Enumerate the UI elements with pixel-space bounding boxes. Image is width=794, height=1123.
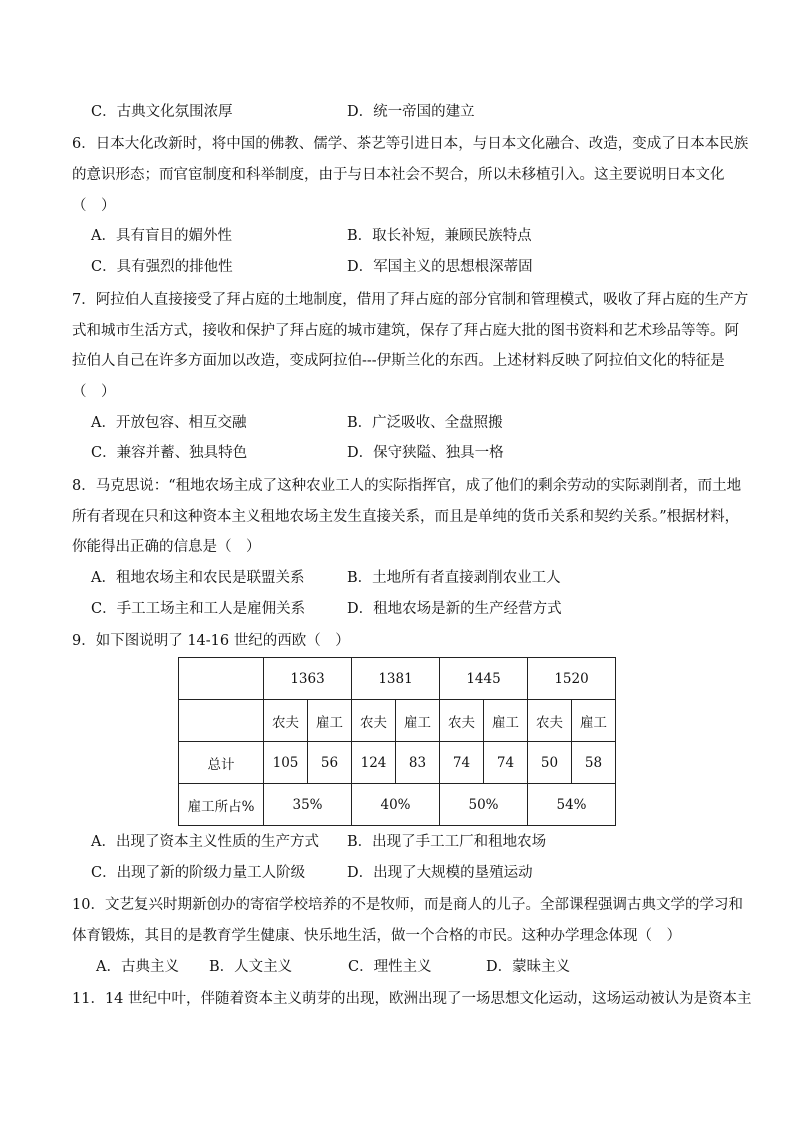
q7-answer-blank: （ ） [72,384,116,400]
q6-stem-line: 6．日本大化改新时，将中国的佛教、儒学、茶艺等引进日本，与日本文化融合、改造，变成了日本本民族 [72,136,749,152]
total-cell: 124 [352,742,396,784]
table-row [179,742,616,784]
table-corner-cell [179,658,264,700]
sub-header-farmer: 农夫 [528,700,572,742]
sub-header-laborer: 雇工 [396,700,440,742]
sub-header-laborer: 雇工 [308,700,352,742]
q6-answer-blank: （ ） [72,198,116,214]
q6-option-a: A．具有盲目的媚外性 [91,228,232,244]
table-row [179,700,616,742]
total-cell: 74 [484,742,528,784]
q9-stem: 9．如下图说明了 14-16 世纪的西欧（ ） [72,633,350,649]
total-cell: 58 [572,742,616,784]
q6-option-c: C．具有强烈的排他性 [91,259,233,275]
year-header: 1445 [440,658,528,700]
total-cell: 83 [396,742,440,784]
total-cell: 105 [264,742,308,784]
q10-option-c: C．理性主义 [348,959,432,975]
ratio-label: 雇工所占% [179,784,264,826]
q11-stem-line: 11．14 世纪中叶，伴随着资本主义萌芽的出现，欧洲出现了一场思想文化运动，这场运动被认为是资本主 [72,991,752,1007]
ratio-cell: 35% [264,784,352,826]
sub-header-farmer: 农夫 [264,700,308,742]
q10-option-b: B．人文主义 [209,959,293,975]
q9-option-c: C．出现了新的阶级力量工人阶级 [91,865,306,881]
sub-header-farmer: 农夫 [352,700,396,742]
q10-option-d: D．蒙昧主义 [486,959,571,975]
q8-option-b: B．土地所有者直接剥削农业工人 [347,570,561,586]
sub-header-farmer: 农夫 [440,700,484,742]
total-cell: 50 [528,742,572,784]
q7-stem-line: 式和城市生活方式，接收和保护了拜占庭的城市建筑，保存了拜占庭大批的图书资料和艺术珍品等等。阿 [72,323,739,339]
q10-stem-line: 10．文艺复兴时期新创办的寄宿学校培养的不是牧师，而是商人的儿子。全部课程强调古典文学的学习和 [72,897,743,913]
q8-option-c: C．手工工场主和工人是雇佣关系 [91,601,306,617]
q5-option-d: D．统一帝国的建立 [347,104,475,120]
total-cell: 56 [308,742,352,784]
ratio-cell: 50% [440,784,528,826]
q7-stem-line: 拉伯人自己在许多方面加以改造，变成阿拉伯---伊斯兰化的东西。上述材料反映了阿拉伯文化的特征是 [72,353,725,369]
q10-option-a: A．古典主义 [96,959,179,975]
q6-option-b: B．取长补短，兼顾民族特点 [347,228,532,244]
q7-option-b: B．广泛吸收、全盘照搬 [347,415,503,431]
q7-option-a: A．开放包容、相互交融 [91,415,247,431]
sub-header-laborer: 雇工 [572,700,616,742]
total-label: 总计 [179,742,264,784]
table-row [179,658,616,700]
year-header: 1363 [264,658,352,700]
q8-stem-line: 你能得出正确的信息是（ ） [72,539,261,555]
q9-option-b: B．出现了手工工厂和租地农场 [347,834,547,850]
q5-option-c: C．古典文化氛围浓厚 [91,104,233,120]
sub-header-laborer: 雇工 [484,700,528,742]
table-row [179,784,616,826]
ratio-cell: 54% [528,784,616,826]
year-header: 1520 [528,658,616,700]
total-cell: 74 [440,742,484,784]
blank-cell [179,700,264,742]
q8-stem-line: 8．马克思说：“租地农场主成了这种农业工人的实际指挥官，成了他们的剩余劳动的实际剥削者，而土地 [72,478,742,494]
year-header: 1381 [352,658,440,700]
q6-stem-line: 的意识形态；而官宦制度和科举制度，由于与日本社会不契合，所以未移植引入。这主要说明日本文化 [72,167,725,183]
q10-stem-line: 体育锻炼，其目的是教育学生健康、快乐地生活，做一个合格的市民。这种办学理念体现（ ） [72,928,681,944]
q9-option-d: D．出现了大规模的垦殖运动 [347,865,533,881]
q7-option-d: D．保守狭隘、独具一格 [347,445,504,461]
q8-stem-line: 所有者现在只和这种资本主义租地农场主发生直接关系，而且是单纯的货币关系和契约关系。”根据材料， [72,509,740,525]
q7-option-c: C．兼容并蓄、独具特色 [91,445,248,461]
q6-option-d: D．军国主义的思想根深蒂固 [347,259,533,275]
q7-stem-line: 7．阿拉伯人直接接受了拜占庭的土地制度，借用了拜占庭的部分官制和管理模式，吸收了拜占庭的生产方 [72,292,749,308]
q8-option-d: D．租地农场是新的生产经营方式 [347,601,562,617]
q8-option-a: A．租地农场主和农民是联盟关系 [91,570,305,586]
ratio-cell: 40% [352,784,440,826]
q9-option-a: A．出现了资本主义性质的生产方式 [91,834,319,850]
q9-data-table [178,657,616,826]
